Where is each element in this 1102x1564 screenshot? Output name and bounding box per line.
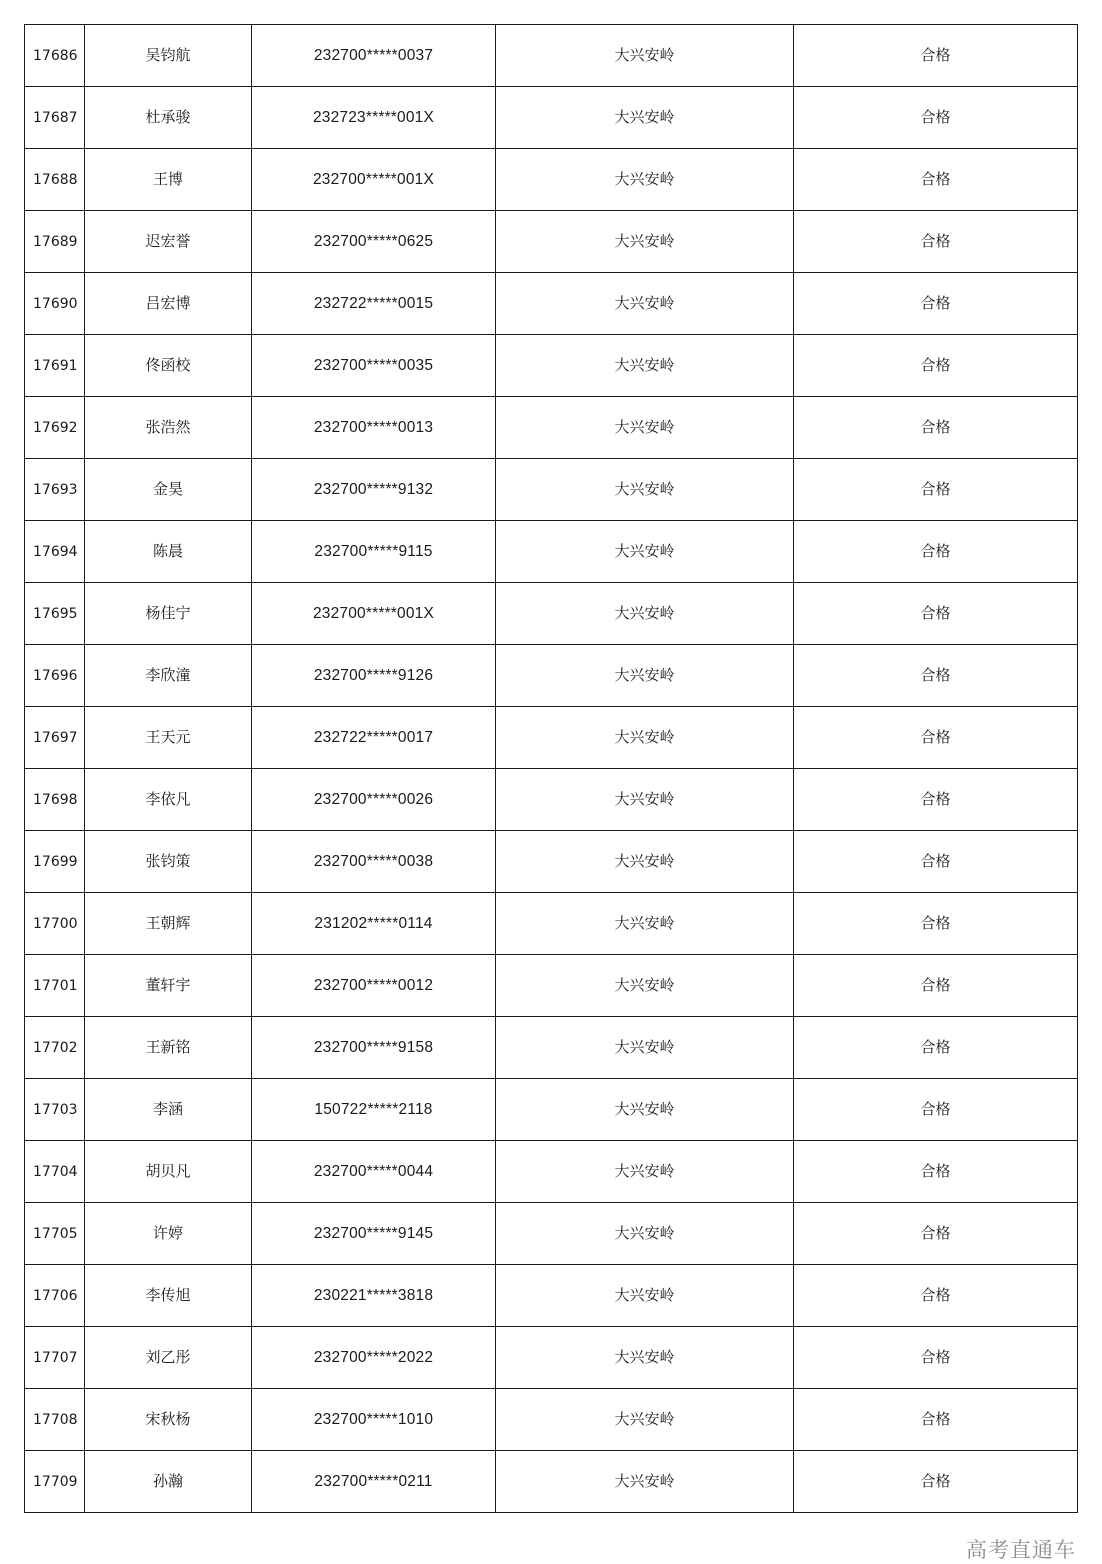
result-cell: 合格 bbox=[794, 1265, 1078, 1327]
name-cell: 许婷 bbox=[85, 1203, 252, 1265]
result-cell: 合格 bbox=[794, 645, 1078, 707]
serial-number-cell: 17706 bbox=[25, 1265, 85, 1327]
name-cell: 张浩然 bbox=[85, 397, 252, 459]
id-number-cell: 232700*****9126 bbox=[252, 645, 496, 707]
serial-number-cell: 17698 bbox=[25, 769, 85, 831]
region-cell: 大兴安岭 bbox=[496, 211, 794, 273]
serial-number-cell: 17704 bbox=[25, 1141, 85, 1203]
serial-number-cell: 17687 bbox=[25, 87, 85, 149]
result-cell: 合格 bbox=[794, 769, 1078, 831]
name-cell: 胡贝凡 bbox=[85, 1141, 252, 1203]
results-table bbox=[24, 24, 1078, 1513]
region-cell: 大兴安岭 bbox=[496, 769, 794, 831]
id-number-cell: 232700*****001X bbox=[252, 583, 496, 645]
table-row bbox=[25, 87, 1078, 149]
region-cell: 大兴安岭 bbox=[496, 1451, 794, 1513]
id-number-cell: 232700*****0013 bbox=[252, 397, 496, 459]
serial-number-cell: 17705 bbox=[25, 1203, 85, 1265]
serial-number-cell: 17699 bbox=[25, 831, 85, 893]
name-cell: 张钧策 bbox=[85, 831, 252, 893]
name-cell: 王天元 bbox=[85, 707, 252, 769]
id-number-cell: 231202*****0114 bbox=[252, 893, 496, 955]
name-cell: 李依凡 bbox=[85, 769, 252, 831]
name-cell: 董轩宇 bbox=[85, 955, 252, 1017]
result-cell: 合格 bbox=[794, 1017, 1078, 1079]
region-cell: 大兴安岭 bbox=[496, 1265, 794, 1327]
id-number-cell: 232700*****001X bbox=[252, 149, 496, 211]
region-cell: 大兴安岭 bbox=[496, 459, 794, 521]
id-number-cell: 232700*****9115 bbox=[252, 521, 496, 583]
result-cell: 合格 bbox=[794, 397, 1078, 459]
table-row bbox=[25, 1389, 1078, 1451]
table-row bbox=[25, 955, 1078, 1017]
result-cell: 合格 bbox=[794, 1079, 1078, 1141]
region-cell: 大兴安岭 bbox=[496, 87, 794, 149]
region-cell: 大兴安岭 bbox=[496, 583, 794, 645]
serial-number-cell: 17686 bbox=[25, 25, 85, 87]
result-cell: 合格 bbox=[794, 1451, 1078, 1513]
id-number-cell: 230221*****3818 bbox=[252, 1265, 496, 1327]
serial-number-cell: 17694 bbox=[25, 521, 85, 583]
table-row bbox=[25, 1203, 1078, 1265]
id-number-cell: 232700*****0038 bbox=[252, 831, 496, 893]
table-row bbox=[25, 645, 1078, 707]
name-cell: 佟函校 bbox=[85, 335, 252, 397]
id-number-cell: 232700*****0026 bbox=[252, 769, 496, 831]
id-number-cell: 232722*****0017 bbox=[252, 707, 496, 769]
name-cell: 杨佳宁 bbox=[85, 583, 252, 645]
name-cell: 陈晨 bbox=[85, 521, 252, 583]
table-row bbox=[25, 335, 1078, 397]
id-number-cell: 232700*****2022 bbox=[252, 1327, 496, 1389]
table-row bbox=[25, 397, 1078, 459]
table-row bbox=[25, 707, 1078, 769]
id-number-cell: 232700*****0012 bbox=[252, 955, 496, 1017]
serial-number-cell: 17688 bbox=[25, 149, 85, 211]
region-cell: 大兴安岭 bbox=[496, 335, 794, 397]
region-cell: 大兴安岭 bbox=[496, 955, 794, 1017]
region-cell: 大兴安岭 bbox=[496, 893, 794, 955]
id-number-cell: 232700*****9145 bbox=[252, 1203, 496, 1265]
serial-number-cell: 17692 bbox=[25, 397, 85, 459]
id-number-cell: 232700*****0035 bbox=[252, 335, 496, 397]
id-number-cell: 232722*****0015 bbox=[252, 273, 496, 335]
table-row bbox=[25, 1079, 1078, 1141]
results-table-body bbox=[25, 25, 1078, 1513]
table-row bbox=[25, 893, 1078, 955]
table-row bbox=[25, 831, 1078, 893]
table-row bbox=[25, 25, 1078, 87]
name-cell: 李涵 bbox=[85, 1079, 252, 1141]
serial-number-cell: 17703 bbox=[25, 1079, 85, 1141]
result-cell: 合格 bbox=[794, 583, 1078, 645]
result-cell: 合格 bbox=[794, 955, 1078, 1017]
name-cell: 吕宏博 bbox=[85, 273, 252, 335]
region-cell: 大兴安岭 bbox=[496, 397, 794, 459]
serial-number-cell: 17690 bbox=[25, 273, 85, 335]
serial-number-cell: 17701 bbox=[25, 955, 85, 1017]
id-number-cell: 232723*****001X bbox=[252, 87, 496, 149]
name-cell: 李欣潼 bbox=[85, 645, 252, 707]
name-cell: 迟宏誉 bbox=[85, 211, 252, 273]
name-cell: 王新铭 bbox=[85, 1017, 252, 1079]
region-cell: 大兴安岭 bbox=[496, 273, 794, 335]
table-row bbox=[25, 1141, 1078, 1203]
serial-number-cell: 17709 bbox=[25, 1451, 85, 1513]
table-row bbox=[25, 1017, 1078, 1079]
table-row bbox=[25, 211, 1078, 273]
region-cell: 大兴安岭 bbox=[496, 831, 794, 893]
region-cell: 大兴安岭 bbox=[496, 1327, 794, 1389]
serial-number-cell: 17707 bbox=[25, 1327, 85, 1389]
name-cell: 李传旭 bbox=[85, 1265, 252, 1327]
name-cell: 王博 bbox=[85, 149, 252, 211]
name-cell: 金昊 bbox=[85, 459, 252, 521]
result-cell: 合格 bbox=[794, 211, 1078, 273]
result-cell: 合格 bbox=[794, 831, 1078, 893]
result-cell: 合格 bbox=[794, 1203, 1078, 1265]
id-number-cell: 150722*****2118 bbox=[252, 1079, 496, 1141]
region-cell: 大兴安岭 bbox=[496, 707, 794, 769]
table-row bbox=[25, 149, 1078, 211]
id-number-cell: 232700*****0625 bbox=[252, 211, 496, 273]
region-cell: 大兴安岭 bbox=[496, 1389, 794, 1451]
name-cell: 吴钧航 bbox=[85, 25, 252, 87]
table-row bbox=[25, 769, 1078, 831]
serial-number-cell: 17700 bbox=[25, 893, 85, 955]
serial-number-cell: 17708 bbox=[25, 1389, 85, 1451]
result-cell: 合格 bbox=[794, 87, 1078, 149]
result-cell: 合格 bbox=[794, 707, 1078, 769]
serial-number-cell: 17689 bbox=[25, 211, 85, 273]
name-cell: 王朝辉 bbox=[85, 893, 252, 955]
result-cell: 合格 bbox=[794, 273, 1078, 335]
name-cell: 孙瀚 bbox=[85, 1451, 252, 1513]
result-cell: 合格 bbox=[794, 149, 1078, 211]
watermark-text: 高考直通车 bbox=[966, 1538, 1076, 1562]
region-cell: 大兴安岭 bbox=[496, 149, 794, 211]
region-cell: 大兴安岭 bbox=[496, 645, 794, 707]
name-cell: 杜承骏 bbox=[85, 87, 252, 149]
region-cell: 大兴安岭 bbox=[496, 1079, 794, 1141]
table-row bbox=[25, 1451, 1078, 1513]
region-cell: 大兴安岭 bbox=[496, 1203, 794, 1265]
result-cell: 合格 bbox=[794, 1389, 1078, 1451]
result-cell: 合格 bbox=[794, 335, 1078, 397]
region-cell: 大兴安岭 bbox=[496, 1141, 794, 1203]
table-row bbox=[25, 521, 1078, 583]
table-row bbox=[25, 273, 1078, 335]
result-cell: 合格 bbox=[794, 1327, 1078, 1389]
id-number-cell: 232700*****9132 bbox=[252, 459, 496, 521]
table-row bbox=[25, 459, 1078, 521]
name-cell: 刘乙彤 bbox=[85, 1327, 252, 1389]
id-number-cell: 232700*****0037 bbox=[252, 25, 496, 87]
region-cell: 大兴安岭 bbox=[496, 521, 794, 583]
table-row bbox=[25, 583, 1078, 645]
region-cell: 大兴安岭 bbox=[496, 1017, 794, 1079]
serial-number-cell: 17695 bbox=[25, 583, 85, 645]
name-cell: 宋秋杨 bbox=[85, 1389, 252, 1451]
serial-number-cell: 17696 bbox=[25, 645, 85, 707]
id-number-cell: 232700*****1010 bbox=[252, 1389, 496, 1451]
result-cell: 合格 bbox=[794, 521, 1078, 583]
table-row bbox=[25, 1265, 1078, 1327]
id-number-cell: 232700*****0211 bbox=[252, 1451, 496, 1513]
serial-number-cell: 17693 bbox=[25, 459, 85, 521]
result-cell: 合格 bbox=[794, 1141, 1078, 1203]
table-row bbox=[25, 1327, 1078, 1389]
region-cell: 大兴安岭 bbox=[496, 25, 794, 87]
result-cell: 合格 bbox=[794, 459, 1078, 521]
serial-number-cell: 17702 bbox=[25, 1017, 85, 1079]
serial-number-cell: 17697 bbox=[25, 707, 85, 769]
id-number-cell: 232700*****9158 bbox=[252, 1017, 496, 1079]
serial-number-cell: 17691 bbox=[25, 335, 85, 397]
result-cell: 合格 bbox=[794, 25, 1078, 87]
result-cell: 合格 bbox=[794, 893, 1078, 955]
id-number-cell: 232700*****0044 bbox=[252, 1141, 496, 1203]
